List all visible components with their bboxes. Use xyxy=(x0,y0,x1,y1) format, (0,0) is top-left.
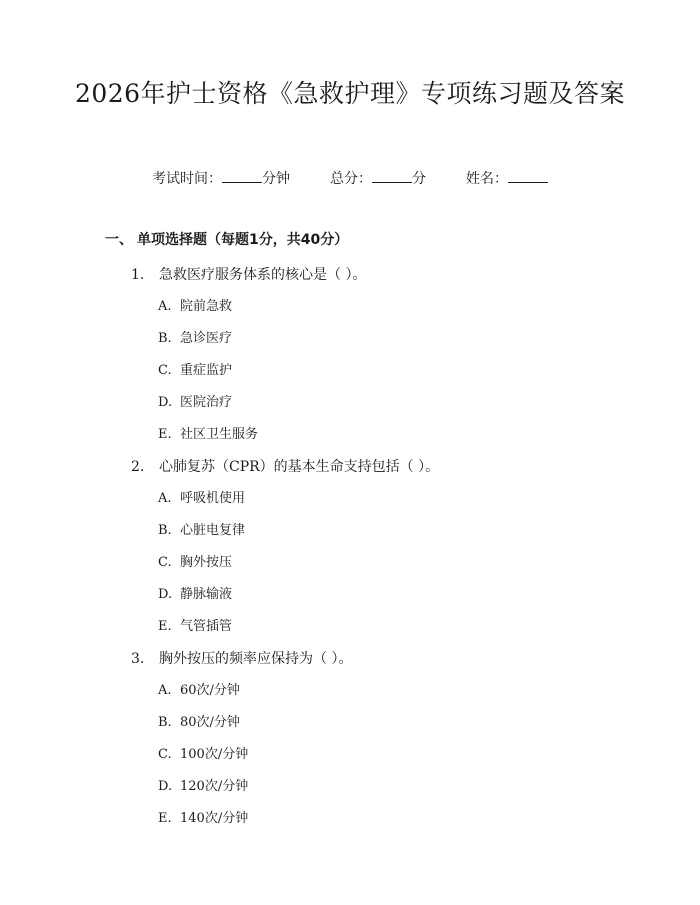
score-label: 总分： xyxy=(330,171,372,187)
option-text: 100次/分钟 xyxy=(180,747,249,762)
option-text: 医院治疗 xyxy=(180,395,233,410)
answer-option[interactable] xyxy=(0,387,700,419)
section-heading xyxy=(105,230,348,250)
option-letter: B. xyxy=(158,331,172,346)
option-text: 120次/分钟 xyxy=(180,779,249,794)
option-letter: D. xyxy=(158,395,173,410)
name-blank[interactable] xyxy=(508,168,548,183)
option-text: 60次/分钟 xyxy=(180,683,240,698)
option-text: 院前急救 xyxy=(180,299,233,314)
option-text: 80次/分钟 xyxy=(180,715,240,730)
exam-time-label: 考试时间： xyxy=(152,171,222,187)
question-item xyxy=(0,259,700,291)
answer-option[interactable] xyxy=(0,739,700,771)
question-text: 心肺复苏（CPR）的基本生命支持包括（ ）。 xyxy=(159,459,440,475)
exam-meta-row xyxy=(0,168,700,189)
option-text: 重症监护 xyxy=(180,363,233,378)
question-item xyxy=(0,643,700,675)
section-number: 一、 xyxy=(105,232,133,248)
question-text: 胸外按压的频率应保持为（ ）。 xyxy=(159,651,353,667)
answer-option[interactable] xyxy=(0,355,700,387)
answer-option[interactable] xyxy=(0,611,700,643)
answer-option[interactable] xyxy=(0,483,700,515)
question-text: 急救医疗服务体系的核心是（ ）。 xyxy=(159,267,367,283)
score-blank[interactable] xyxy=(372,168,412,183)
answer-option[interactable] xyxy=(0,579,700,611)
option-text: 呼吸机使用 xyxy=(180,491,246,506)
option-text: 静脉输液 xyxy=(180,587,233,602)
answer-option[interactable] xyxy=(0,291,700,323)
option-letter: C. xyxy=(158,747,172,762)
option-letter: E. xyxy=(158,811,172,826)
name-label: 姓名： xyxy=(466,171,508,187)
answer-option[interactable] xyxy=(0,803,700,835)
option-letter: A. xyxy=(158,683,172,698)
document-title: 2026年护士资格《急救护理》专项练习题及答案 xyxy=(74,79,626,108)
option-text: 心脏电复律 xyxy=(180,523,246,538)
exam-time-unit: 分钟 xyxy=(262,171,290,187)
exam-time-blank[interactable] xyxy=(222,168,262,183)
answer-option[interactable] xyxy=(0,419,700,451)
answer-option[interactable] xyxy=(0,675,700,707)
option-text: 胸外按压 xyxy=(180,555,233,570)
answer-option[interactable] xyxy=(0,707,700,739)
question-list xyxy=(0,259,700,835)
option-letter: A. xyxy=(158,491,172,506)
answer-option[interactable] xyxy=(0,547,700,579)
option-letter: D. xyxy=(158,779,173,794)
score-unit: 分 xyxy=(412,171,426,187)
section-title: 单项选择题（每题1分，共40分） xyxy=(137,232,349,248)
option-letter: C. xyxy=(158,363,172,378)
question-number: 1. xyxy=(131,267,145,283)
question-number: 3. xyxy=(131,651,145,667)
option-text: 气管插管 xyxy=(180,619,233,634)
option-letter: A. xyxy=(158,299,172,314)
option-text: 急诊医疗 xyxy=(180,331,233,346)
option-letter: B. xyxy=(158,715,172,730)
option-letter: D. xyxy=(158,587,173,602)
option-text: 社区卫生服务 xyxy=(180,427,259,442)
option-letter: E. xyxy=(158,619,172,634)
question-number: 2. xyxy=(131,459,145,475)
answer-option[interactable] xyxy=(0,515,700,547)
score-field xyxy=(330,168,426,189)
answer-option[interactable] xyxy=(0,771,700,803)
option-text: 140次/分钟 xyxy=(180,811,249,826)
exam-time-field xyxy=(152,168,290,189)
option-letter: E. xyxy=(158,427,172,442)
question-item xyxy=(0,451,700,483)
name-field xyxy=(466,168,548,189)
option-letter: C. xyxy=(158,555,172,570)
option-letter: B. xyxy=(158,523,172,538)
answer-option[interactable] xyxy=(0,323,700,355)
